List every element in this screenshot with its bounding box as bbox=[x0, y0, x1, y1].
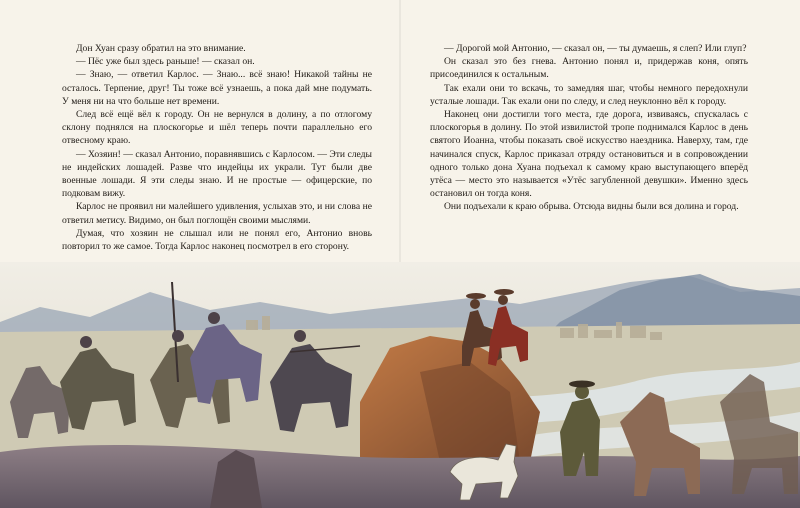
paragraph: Думая, что хозяин не слышал или не понял его, Антонио вновь повторил то же самое. Тогда Карлос наконец посмотрел в его сторону. bbox=[62, 227, 372, 253]
right-page-text bbox=[430, 42, 748, 214]
paragraph: Дон Хуан сразу обратил на это внимание. bbox=[76, 43, 246, 54]
paragraph: Они подъехали к краю обрыва. Отсюда видны были вся долина и город. bbox=[444, 201, 739, 213]
paragraph: Он сказал это без гнева. Антонио понял и, придержав коня, опять присоединился к остальным. bbox=[430, 56, 748, 81]
paragraph: Так ехали они то вскачь, то замедляя шаг, чтобы немного передохнули усталые лошади. Так ехали они по следу, и след неуклонно вёл к городу. bbox=[430, 82, 748, 107]
paragraph: След всё ещё вёл к городу. Он не вернулся в долину, а по отлогому склону поднялся на плоскогорье и шёл теперь почти параллельно его отвесному краю. bbox=[62, 109, 372, 147]
left-page-text bbox=[62, 42, 372, 253]
paragraph: — Знаю, — ответил Карлос. — Знаю... всё знаю! Никакой тайны не осталось. Терпение, друг! Ты тоже всё узнаешь, а пока дай мне подумать. У меня ни на что больше нет времени. bbox=[62, 69, 372, 107]
paragraph: Наконец они достигли того места, где дорога, извиваясь, спускалась с плоскогорья в долину. По этой извилистой тропе поднимался Карлос в день святого Иоанна, чтобы показать своё искусство наездника. Наверху, там, где начинался спуск, Карлос приказал отряду остановиться и в сопровождении одного только дона Хуана подъехал к самому краю выступающего вперёд утёса — место это называется «Утёс загубленной девушки». Именно здесь остановил он тогда коня. bbox=[430, 109, 748, 200]
book-gutter bbox=[399, 0, 401, 262]
paragraph: — Дорогой мой Антонио, — сказал он, — ты думаешь, я слеп? Или глуп? bbox=[444, 43, 747, 54]
riders-on-cliff-illustration bbox=[0, 262, 800, 508]
paragraph: — Пёс уже был здесь раньше! — сказал он. bbox=[76, 56, 255, 68]
paragraph: — Хозяин! — сказал Антонио, поравнявшись с Карлосом. — Эти следы не индейских лошадей. Разве что индейцы их украли. Тут были две военные лошади. Я эти следы знаю. И не простые — офицерские, по подковам вижу. bbox=[62, 148, 372, 200]
paragraph: Карлос не проявил ни малейшего удивления, услыхав это, и ни слова не ответил метису. Видимо, он был поглощён своими мыслями. bbox=[62, 201, 372, 226]
